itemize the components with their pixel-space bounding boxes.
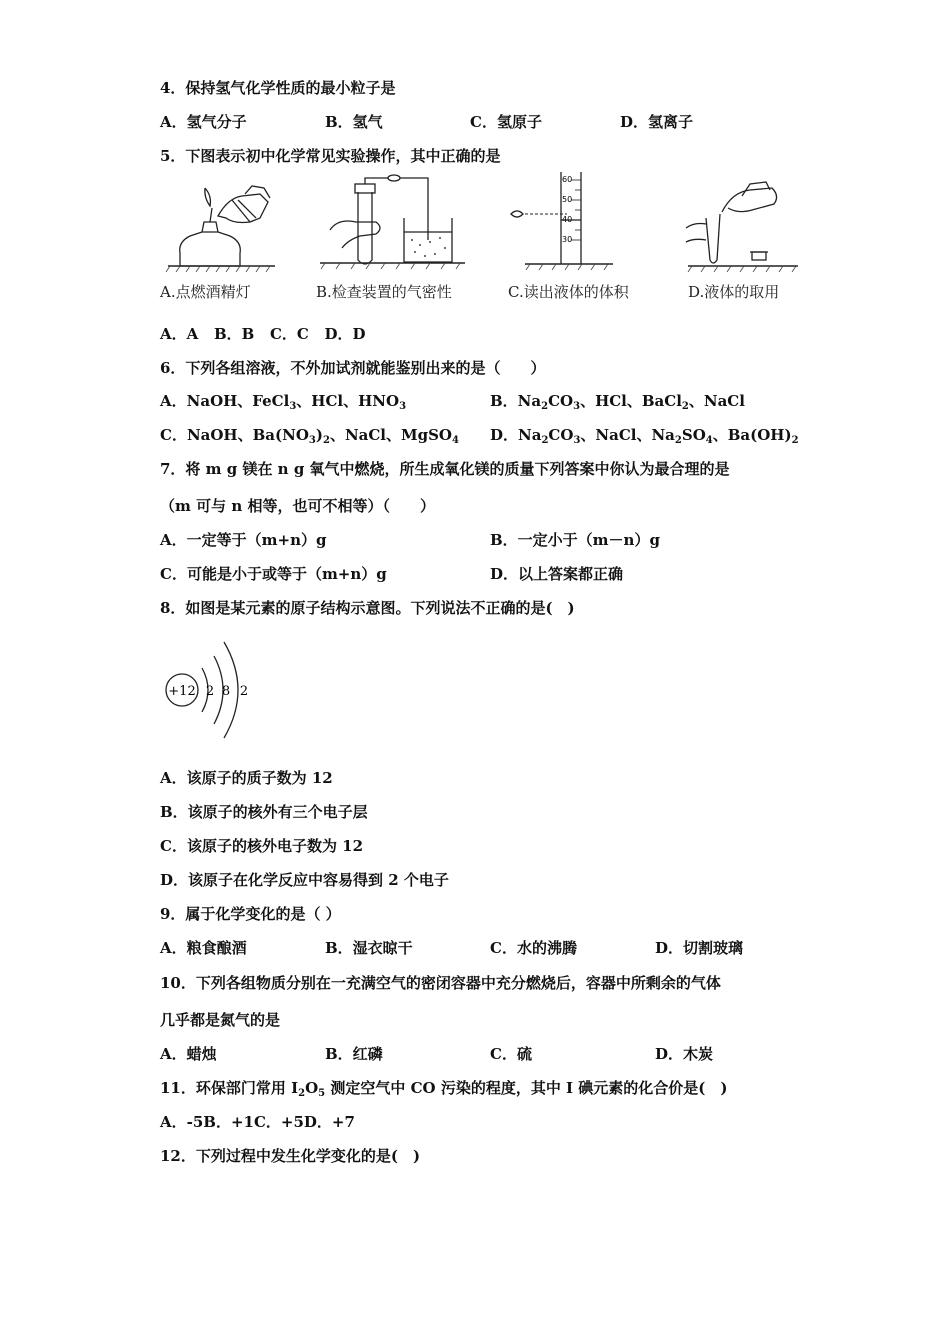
q9-option-a: A．粮食酿酒 xyxy=(160,939,247,957)
q11-answer-line: A．-5B．+1C．+5D．+7 xyxy=(160,1113,355,1131)
q8-option-b: B．该原子的核外有三个电子层 xyxy=(160,803,368,821)
q7-stem-line2: （m 可与 n 相等，也可不相等）（ ） xyxy=(160,497,435,515)
q10-option-c: C．硫 xyxy=(490,1045,532,1063)
q7-stem-line1: 7．将 m g 镁在 n g 氧气中燃烧，所生成氧化镁的质量下列答案中你认为最合理的是 xyxy=(160,460,730,478)
q9-option-c: C．水的沸腾 xyxy=(490,939,577,957)
q9-option-b: B．湿衣晾干 xyxy=(325,939,413,957)
cylinder-tick-30: 30 xyxy=(562,235,573,244)
q11-stem: 11．环保部门常用 $I_2O_5$ 测定空气中 CO 污染的程度，其中 I 碘元素的化合价是( ) xyxy=(160,1079,728,1099)
q9-stem: 9．属于化学变化的是（ ） xyxy=(160,905,341,923)
q4-stem: 4．保持氢气化学性质的最小粒子是 xyxy=(160,79,396,97)
q6-option-b: B．$Na_2CO_3$、HCl、BaCl$_2$、NaCl xyxy=(490,392,745,412)
figure-cylinder-reading xyxy=(505,168,615,273)
nucleus-charge: +12 xyxy=(168,684,196,699)
q7-option-a: A．一定等于（m+n）g xyxy=(160,531,327,549)
q5-caption-c: C.读出液体的体积 xyxy=(508,283,629,301)
q5-caption-a: A.点燃酒精灯 xyxy=(160,283,251,301)
cylinder-tick-50: 50 xyxy=(562,195,573,204)
atomic-structure-diagram xyxy=(160,632,260,748)
q10-option-b: B．红磷 xyxy=(325,1045,383,1063)
figure-lamp-lighting xyxy=(160,178,290,273)
electron-shell-1: 2 xyxy=(205,684,215,699)
q9-option-d: D．切割玻璃 xyxy=(655,939,744,957)
q7-option-b: B．一定小于（m－n）g xyxy=(490,531,660,549)
q6-stem: 6．下列各组溶液，不外加试剂就能鉴别出来的是（ ） xyxy=(160,359,546,377)
q8-stem: 8．如图是某元素的原子结构示意图。下列说法不正确的是( ) xyxy=(160,599,575,617)
q5-answer-line: A．A B．B C．C D．D xyxy=(160,325,366,343)
q10-option-d: D．木炭 xyxy=(655,1045,714,1063)
q4-option-a: A．氢气分子 xyxy=(160,113,247,131)
q12-stem: 12．下列过程中发生化学变化的是( ) xyxy=(160,1147,421,1165)
q5-caption-d: D.液体的取用 xyxy=(688,283,780,301)
q8-option-c: C．该原子的核外电子数为 12 xyxy=(160,837,364,855)
figure-airtightness-check xyxy=(320,170,465,273)
q10-stem-line1: 10．下列各组物质分别在一充满空气的密闭容器中充分燃烧后，容器中所剩余的气体 xyxy=(160,974,721,992)
q10-stem-line2: 几乎都是氮气的是 xyxy=(160,1011,281,1029)
cylinder-tick-60: 60 xyxy=(562,175,573,184)
q8-option-a: A．该原子的质子数为 12 xyxy=(160,769,333,787)
q4-option-b: B．氢气 xyxy=(325,113,383,131)
q10-option-a: A．蜡烛 xyxy=(160,1045,217,1063)
electron-shell-2: 8 xyxy=(221,684,231,699)
q6-option-a: A．NaOH、FeCl$_3$、HCl、$HNO_3$ xyxy=(160,392,407,412)
cylinder-tick-40: 40 xyxy=(562,215,573,224)
figure-liquid-pouring xyxy=(680,178,800,273)
q6-option-c: C．NaOH、$Ba(NO_3)_2$、NaCl、MgSO$_4$ xyxy=(160,426,459,446)
q4-option-c: C．氢原子 xyxy=(470,113,542,131)
q4-option-d: D．氢离子 xyxy=(620,113,694,131)
electron-shell-3: 2 xyxy=(239,684,249,699)
q5-stem: 5．下图表示初中化学常见实验操作，其中正确的是 xyxy=(160,147,501,165)
q5-caption-b: B.检查装置的气密性 xyxy=(316,283,452,301)
q8-option-d: D．该原子在化学反应中容易得到 2 个电子 xyxy=(160,871,449,889)
q7-option-c: C．可能是小于或等于（m+n）g xyxy=(160,565,387,583)
q6-option-d: D．$Na_2CO_3$、NaCl、$Na_2SO_4$、$Ba(OH)_2$ xyxy=(490,426,799,446)
q7-option-d: D．以上答案都正确 xyxy=(490,565,624,583)
